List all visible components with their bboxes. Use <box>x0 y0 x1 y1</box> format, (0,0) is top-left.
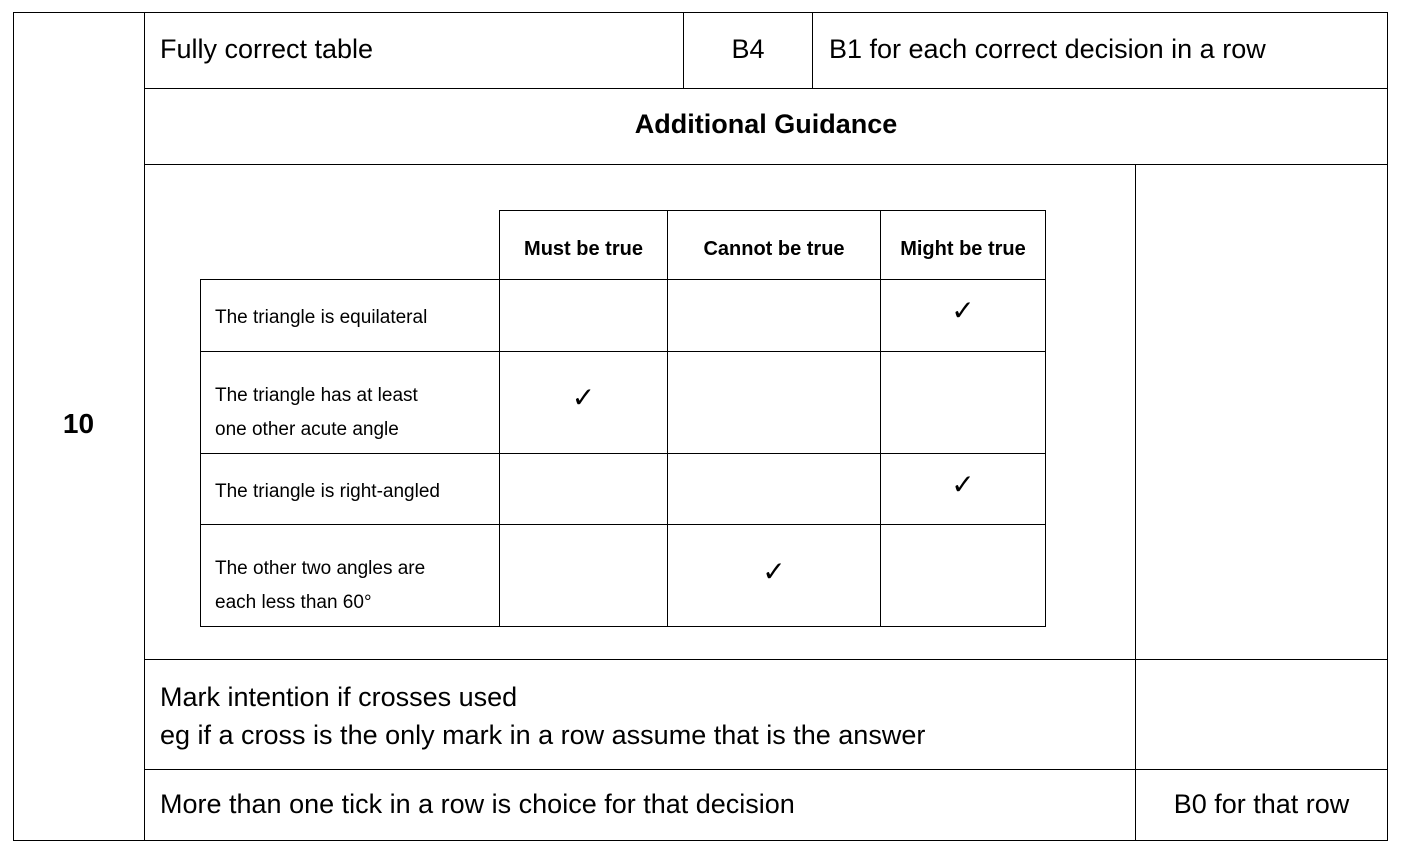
column-header-must-be-true: Must be true <box>524 238 643 260</box>
row-label-line: The other two angles are <box>215 558 426 579</box>
decision-table-row-line <box>200 351 1046 352</box>
column-header-might-be-true: Might be true <box>900 238 1026 260</box>
guidance-title: Additional Guidance <box>634 109 898 139</box>
guidance-right-column-divider <box>1135 164 1136 841</box>
row-label-line: each less than 60° <box>215 592 372 613</box>
decision-table-right-border <box>1045 210 1046 627</box>
decision-table-header-top <box>499 210 1046 211</box>
decision-table-row-line <box>200 453 1046 454</box>
tick-mark: ✓ <box>951 468 975 501</box>
decision-table-row-line <box>200 524 1046 525</box>
decision-table-col-line <box>880 210 881 627</box>
mark-comment-divider <box>812 12 813 89</box>
guidance-multiple-ticks-mark: B0 for that row <box>1173 789 1350 819</box>
decision-table-left-border <box>200 279 201 627</box>
row-label <box>215 379 418 447</box>
comment-text: B1 for each correct decision in a row <box>829 34 1266 64</box>
decision-table-col-line <box>499 210 500 627</box>
guidance-multiple-ticks-text: More than one tick in a row is choice for that decision <box>160 789 795 819</box>
tick-mark: ✓ <box>951 294 975 327</box>
guidance-crosses-text <box>160 678 925 754</box>
tick-mark: ✓ <box>571 381 596 414</box>
mark-code: B4 <box>731 34 765 64</box>
row-label-line: The triangle is right-angled <box>215 481 440 502</box>
column-header-cannot-be-true: Cannot be true <box>703 238 845 260</box>
top-row-bottom-border <box>144 88 1388 89</box>
row-label-line: one other acute angle <box>215 419 399 440</box>
row-label <box>215 480 440 504</box>
guidance-line: Mark intention if crosses used <box>160 682 518 712</box>
row-label <box>215 552 425 620</box>
decision-table-row-line <box>200 279 1046 280</box>
crosses-row-bottom-border <box>144 769 1388 770</box>
answer-text: Fully correct table <box>160 34 374 64</box>
guidance-title-bottom-border <box>144 164 1388 165</box>
row-label-line: The triangle is equilateral <box>215 307 428 328</box>
outer-top-border <box>13 12 1388 13</box>
question-number: 10 <box>62 408 95 439</box>
guidance-line: eg if a cross is the only mark in a row assume that is the answer <box>160 720 926 750</box>
table-area-bottom-border <box>144 659 1388 660</box>
decision-table-bottom <box>200 626 1046 627</box>
row-label <box>215 306 427 330</box>
outer-bottom-border <box>13 840 1388 841</box>
row-label-line: The triangle has at least <box>215 385 418 406</box>
tick-mark: ✓ <box>762 555 786 588</box>
